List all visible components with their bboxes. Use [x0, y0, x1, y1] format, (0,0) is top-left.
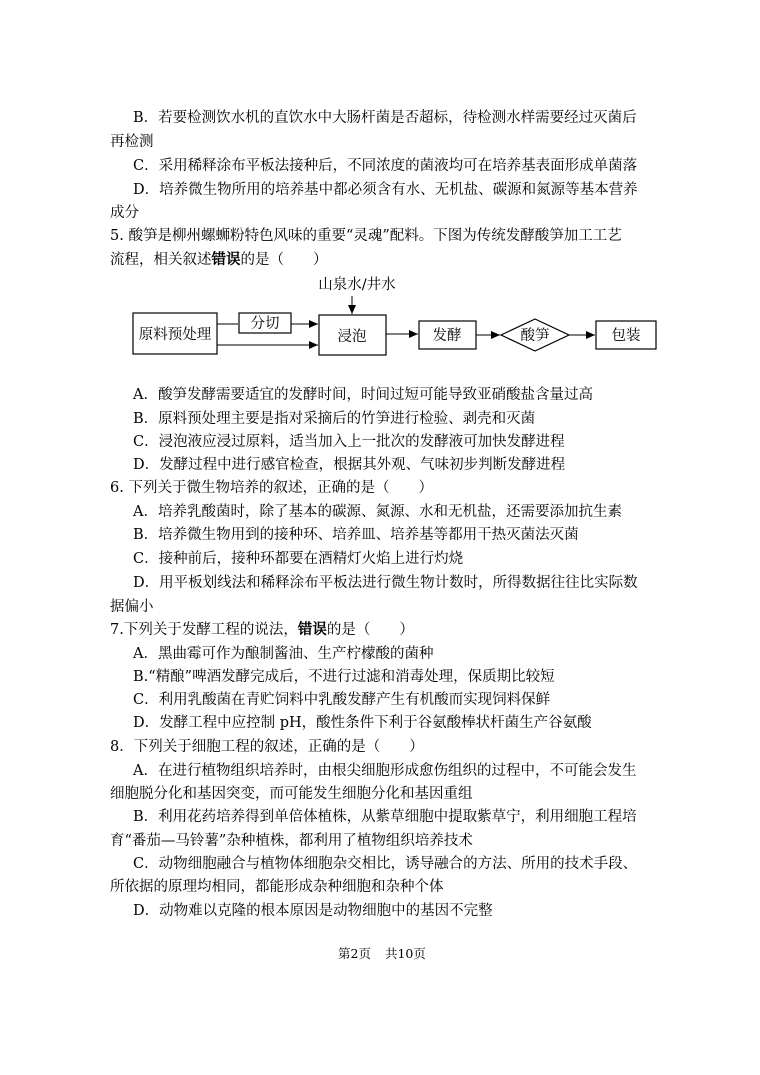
ferment-label: 发酵: [432, 328, 462, 344]
preprocess-label: 原料预处理: [138, 327, 212, 343]
q4-option-b-line2: 再检测: [110, 134, 154, 150]
q6-option-d-line1: D．用平板划线法和稀释涂布平板法进行微生物计数时，所得数据往往比实际数: [133, 575, 638, 591]
q5-option-d: D．发酵过程中进行感官检查，根据其外观、气味初步判断发酵进程: [133, 457, 566, 473]
q8-option-c-line1: C．动物细胞融合与植物体细胞杂交相比，诱导融合的方法、所用的技术手段、: [133, 856, 638, 872]
cut-label: 分切: [250, 316, 280, 332]
q6-option-b: B．培养微生物用到的接种环、培养皿、培养基等都用干热灭菌法灭菌: [133, 527, 579, 543]
q8-option-d: D．动物难以克隆的根本原因是动物细胞中的基因不完整: [133, 903, 493, 919]
q4-option-d-line1: D．培养微生物所用的培养基中都必须含有水、无机盐、碳源和氮源等基本营养: [133, 182, 638, 198]
q6-option-c: C．接种前后，接种环都要在酒精灯火焰上进行灼烧: [133, 551, 464, 567]
q7-stem-emphasis: 错误: [297, 621, 327, 638]
q8-option-a-line2: 细胞脱分化和基因突变，而可能发生细胞分化和基因重组: [110, 786, 473, 802]
q7-option-b: B.“精酿”啤酒发酵完成后，不进行过滤和消毒处理，保质期比较短: [133, 669, 555, 685]
q7-stem: [110, 619, 414, 641]
q8-option-b-line1: B．利用花药培养得到单倍体植株，从紫草细胞中提取紫草宁，利用细胞工程培: [133, 809, 637, 825]
q5-stem-post: 的是（ ）: [240, 252, 328, 268]
q5-option-a: A．酸笋发酵需要适宜的发酵时间，时间过短可能导致亚硝酸盐含量过高: [133, 387, 593, 403]
process-flow-diagram: [0, 0, 760, 380]
pack-label: 包装: [611, 328, 641, 344]
q6-stem: 6. 下列关于微生物培养的叙述，正确的是（ ）: [110, 480, 433, 496]
q5-option-b: B．原料预处理主要是指对采摘后的竹笋进行检验、剥壳和灭菌: [133, 411, 536, 427]
product-label: 酸笋: [520, 328, 550, 344]
q5-option-c: C．浸泡液应浸过原料，适当加入上一批次的发酵液可加快发酵进程: [133, 434, 565, 450]
q4-option-d-line2: 成分: [110, 205, 139, 221]
q4-option-b-line1: B．若要检测饮水机的直饮水中大肠杆菌是否超标，待检测水样需要经过灭菌后: [133, 110, 637, 126]
page-total: 共10页: [384, 946, 426, 961]
q7-stem-post: 的是（ ）: [326, 622, 414, 638]
page-footer: [338, 944, 426, 962]
page-number: 第2页: [338, 946, 371, 961]
q8-option-a-line1: A．在进行植物组织培养时，由根尖细胞形成愈伤组织的过程中，不可能会发生: [133, 763, 637, 779]
q6-option-d-line2: 据偏小: [110, 599, 154, 615]
soak-label: 浸泡: [337, 329, 367, 345]
q8-option-b-line2: 育“番茄—马铃薯”杂种植株，都利用了植物组织培养技术: [110, 833, 473, 849]
q5-stem-pre: 流程，相关叙述: [110, 252, 212, 268]
q8-stem: 8．下列关于细胞工程的叙述，正确的是（ ）: [110, 739, 424, 755]
q7-option-d: D．发酵工程中应控制 pH，酸性条件下利于谷氨酸棒状杆菌生产谷氨酸: [133, 715, 592, 731]
q4-option-c: C．采用稀释涂布平板法接种后，不同浓度的菌液均可在培养基表面形成单菌落: [133, 158, 638, 174]
q7-option-a: A．黑曲霉可作为酿制酱油、生产柠檬酸的菌种: [133, 646, 434, 662]
q8-option-c-line2: 所依据的原理均相同，都能形成杂种细胞和杂种个体: [110, 879, 444, 895]
q5-stem-line1: 5. 酸笋是柳州螺蛳粉特色风味的重要“灵魂”配料。下图为传统发酵酸笋加工工艺: [110, 228, 622, 244]
q7-option-c: C．利用乳酸菌在青贮饲料中乳酸发酵产生有机酸而实现饲料保鲜: [133, 692, 551, 708]
q5-stem-emphasis: 错误: [211, 251, 241, 268]
q6-option-a: A．培养乳酸菌时，除了基本的碳源、氮源、水和无机盐，还需要添加抗生素: [133, 504, 622, 520]
water-source-label: 山泉水/井水: [318, 277, 396, 293]
q7-stem-pre: 7.下列关于发酵工程的说法，: [110, 622, 298, 638]
